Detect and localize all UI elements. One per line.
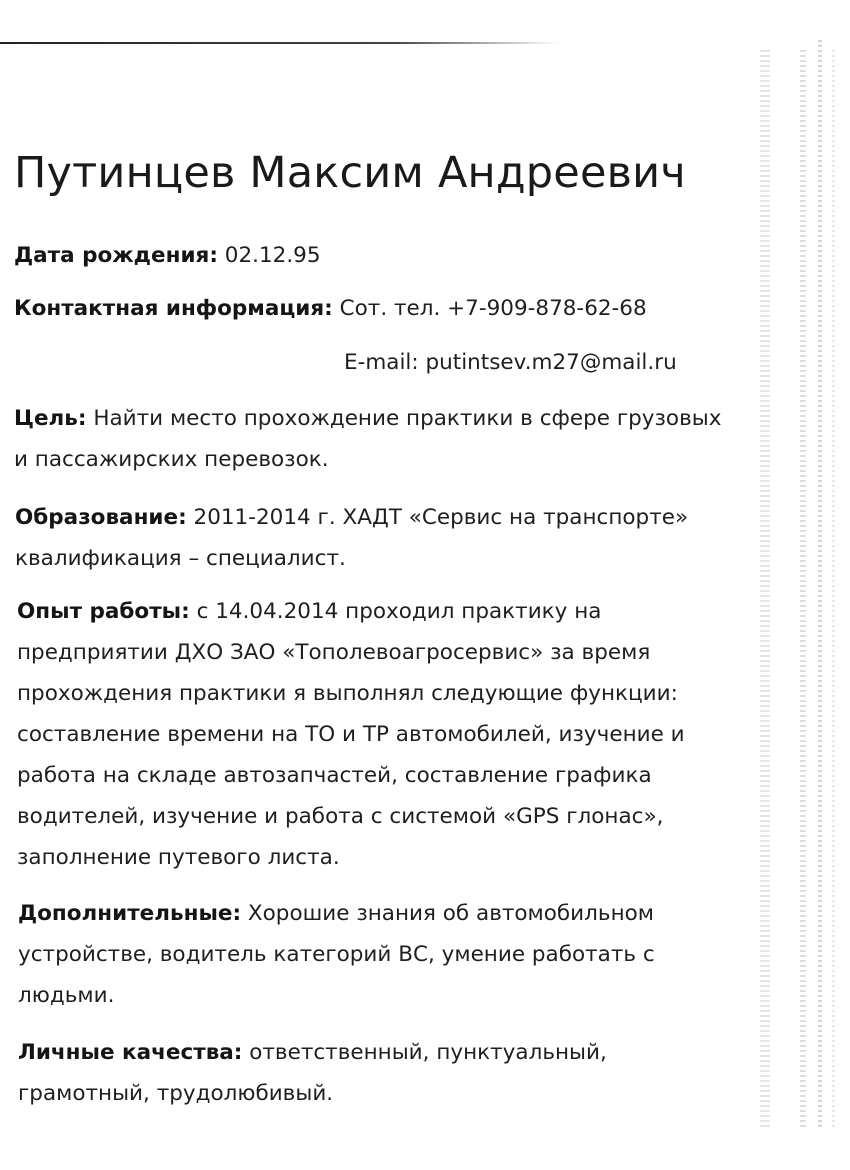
birth-date-label: Дата рождения: (14, 243, 218, 268)
email-line (344, 342, 677, 383)
scan-top-edge (0, 42, 560, 44)
additional-text-line: людьми. (18, 983, 115, 1008)
phone-value: Сот. тел. +7-909-878-62-68 (339, 296, 647, 321)
experience-text-line: водителей, изучение и работа с системой «GPS глонас», (17, 804, 664, 829)
experience-section (17, 591, 685, 878)
experience-label: Опыт работы: (17, 599, 190, 624)
email-value: E-mail: putintsev.m27@mail.ru (344, 350, 677, 375)
goal-label: Цель: (14, 406, 87, 431)
personal-qualities-label: Личные качества: (18, 1040, 243, 1065)
additional-text-line: устройстве, водитель категорий ВС, умение работать с (18, 942, 655, 967)
resume-name: Путинцев Максим Андреевич (14, 148, 686, 198)
experience-text-line: составление времени на ТО и ТР автомобилей, изучение и (17, 722, 685, 747)
goal-text-line: Найти место прохождение практики в сфере грузовых (93, 406, 722, 431)
additional-section (18, 893, 655, 1016)
education-text-line: 2011-2014 г. ХАДТ «Сервис на транспорте» (193, 505, 689, 530)
personal-qualities-text-line: грамотный, трудолюбивый. (18, 1081, 334, 1106)
experience-text-line: работа на складе автозапчастей, составление графика (17, 763, 652, 788)
birth-date-value: 02.12.95 (224, 243, 321, 268)
experience-text-line: прохождения практики я выполнял следующие функции: (17, 681, 678, 706)
birth-date-section (14, 235, 321, 276)
additional-label: Дополнительные: (18, 901, 242, 926)
education-label: Образование: (15, 505, 187, 530)
scan-streak (832, 50, 835, 1130)
personal-qualities-text-line: ответственный, пунктуальный, (249, 1040, 607, 1065)
experience-text-line: заполнение путевого листа. (17, 845, 340, 870)
education-text-line: квалификация – специалист. (15, 546, 346, 571)
goal-section (14, 398, 721, 480)
contact-section (14, 288, 647, 329)
contact-label: Контактная информация: (14, 296, 333, 321)
scan-streak (800, 50, 806, 1130)
scan-streak (760, 50, 770, 1130)
scan-streak (818, 40, 822, 1130)
education-section (15, 497, 688, 579)
experience-text-line: с 14.04.2014 проходил практику на (196, 599, 602, 624)
experience-text-line: предприятии ДХО ЗАО «Тополевоагросервис» за время (17, 640, 651, 665)
goal-text-line: и пассажирских перевозок. (14, 447, 329, 472)
personal-qualities-section (18, 1032, 607, 1114)
additional-text-line: Хорошие знания об автомобильном (247, 901, 654, 926)
